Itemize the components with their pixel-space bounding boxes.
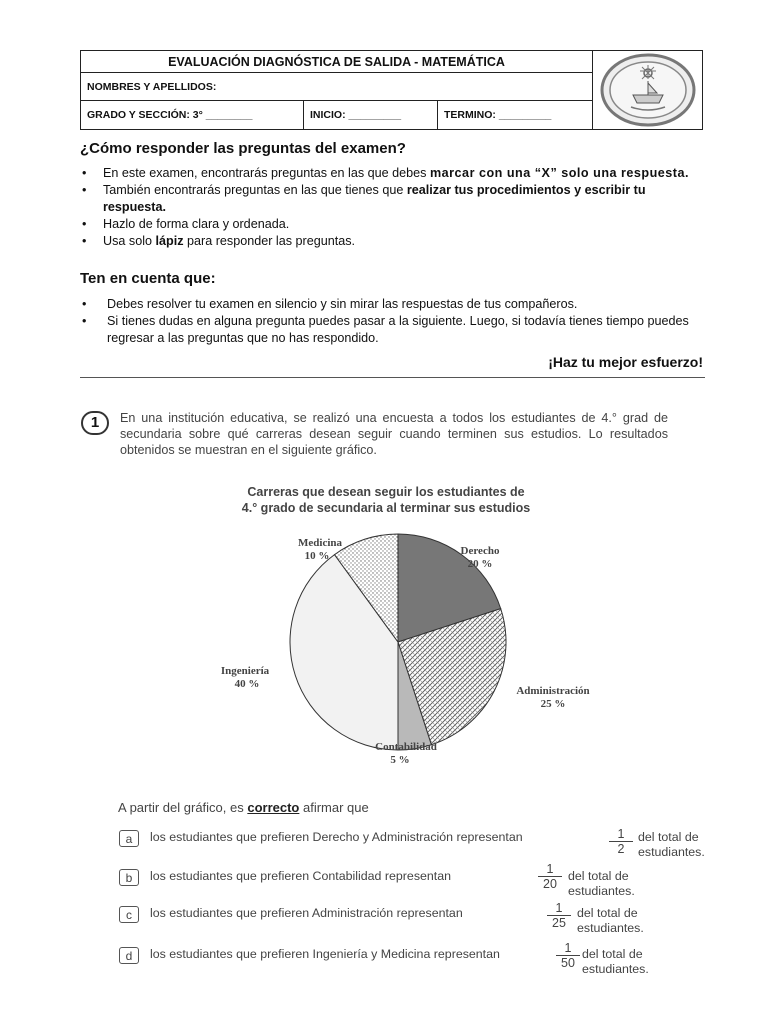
grade-section-field[interactable]: GRADO Y SECCIÓN: 3° ________	[81, 101, 304, 130]
fraction: $\frac{1}{50}$	[556, 941, 580, 970]
list-item: • Debes resolver tu examen en silencio y sin mirar las respuestas de tus compañeros.	[80, 296, 705, 313]
option-text: los estudiantes que prefieren Ingeniería y Medicina representan $\frac{1}{50}$ del total de estudiantes.	[150, 941, 649, 976]
exam-title: EVALUACIÓN DIAGNÓSTICA DE SALIDA - MATEMÁTICA	[81, 51, 593, 73]
header-table	[80, 50, 703, 130]
answer-prompt: A partir del gráfico, es correcto afirmar que	[118, 800, 369, 815]
slice-label-ingenieria: Ingeniería	[220, 665, 270, 677]
list-item: • Hazlo de forma clara y ordenada.	[80, 216, 705, 233]
fraction: $\frac{1}{2}$	[609, 827, 633, 856]
option-text: los estudiantes que prefieren Contabilidad representan $\frac{1}{20}$ del total de estudiantes.	[150, 862, 635, 898]
chart-title-line1: Carreras que desean seguir los estudiantes de	[247, 485, 525, 499]
option-letter[interactable]: a	[119, 830, 139, 847]
instructions-heading: ¿Cómo responder las preguntas del examen?	[80, 140, 406, 157]
question-text: En una institución educativa, se realizó una encuesta a todos los estudiantes de 4.° grad de secundaria sobre qué carreras desean seguir cuando terminen sus estudios. Lo resultados obtenidos se muestran en el siguiente gráfico.	[120, 411, 668, 457]
chart-title-line2: 4.° grado de secundaria al terminar sus estudios	[241, 501, 531, 515]
list-item: • También encontrarás preguntas en las que tienes que realizar tus procedimientos y escribir tu respuesta.	[80, 182, 705, 216]
question-number: 1	[81, 411, 109, 435]
list-item: • Si tienes dudas en alguna pregunta puedes pasar a la siguiente. Luego, si todavía tienes tiempo puedes regresar a las preguntas que no has respondido.	[80, 313, 705, 347]
fraction: $\frac{1}{25}$	[547, 901, 571, 930]
slice-value-derecho: 20 %	[467, 558, 493, 570]
names-field[interactable]: NOMBRES Y APELLIDOS:	[81, 73, 593, 101]
slice-label-contabilidad: Contabilidad	[375, 741, 437, 753]
slice-value-medicina: 10 %	[304, 550, 330, 562]
pie-chart	[200, 480, 620, 770]
slice-label-administracion: Administración	[516, 685, 590, 697]
motivation-text: ¡Haz tu mejor esfuerzo!	[548, 354, 703, 370]
notes-list	[80, 296, 705, 347]
grade-row	[81, 101, 593, 130]
list-item: • En este examen, encontrarás preguntas en las que debes marcar con una “X” solo una respuesta.	[80, 165, 705, 182]
slice-value-administracion: 25 %	[540, 698, 566, 710]
end-time-field[interactable]: TERMINO: _________	[444, 109, 552, 121]
option-letter[interactable]: b	[119, 869, 139, 886]
fraction: $\frac{1}{20}$	[538, 862, 562, 891]
slice-value-ingenieria: 40 %	[234, 678, 260, 690]
slice-value-contabilidad: 5 %	[390, 754, 410, 766]
notes-heading: Ten en cuenta que:	[80, 270, 216, 287]
divider	[80, 377, 705, 378]
option-letter[interactable]: c	[119, 906, 139, 923]
list-item: • Usa solo lápiz para responder las preguntas.	[80, 233, 705, 250]
option-text: los estudiantes que prefieren Administración representan $\frac{1}{25}$ del total de estudiantes.	[150, 901, 644, 935]
start-time-field[interactable]: INICIO: _________	[304, 101, 438, 130]
slice-label-medicina: Medicina	[298, 537, 342, 549]
option-text: los estudiantes que prefieren Derecho y Administración representan $\frac{1}{2}$ del total de estudiantes.	[150, 827, 705, 859]
school-seal	[593, 51, 703, 129]
slice-label-derecho: Derecho	[460, 545, 500, 557]
option-letter[interactable]: d	[119, 947, 139, 964]
instructions-list	[80, 165, 705, 250]
